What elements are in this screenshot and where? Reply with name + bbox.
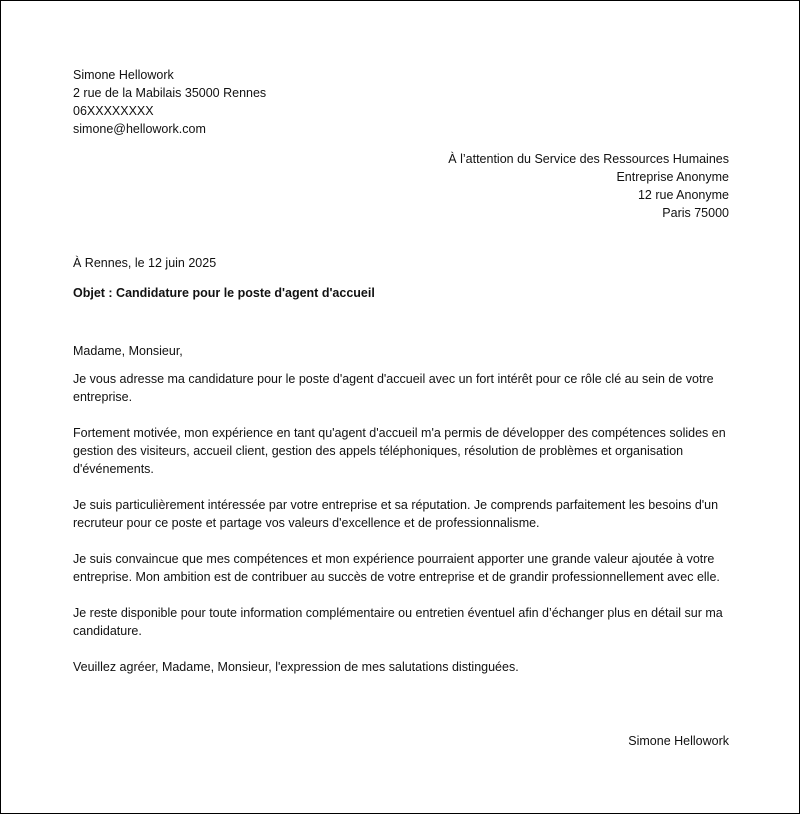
letter-body bbox=[73, 342, 729, 694]
recipient-street: 12 rue Anonyme bbox=[637, 188, 729, 202]
subject-line: Objet : Candidature pour le poste d'agent d'accueil bbox=[73, 286, 375, 300]
body-paragraph-interest: Je suis particulièrement intéressée par votre entreprise et sa réputation. Je comprends parfaitement les besoins d'un recruteur pour ce poste et partage vos valeurs d'excellence et de professionnalisme. bbox=[73, 498, 719, 530]
recipient-attention: À l’attention du Service des Ressources Humaines bbox=[448, 152, 729, 166]
recipient-block bbox=[73, 150, 729, 222]
recipient-city: Paris 75000 bbox=[662, 206, 729, 220]
closing-formula: Veuillez agréer, Madame, Monsieur, l'expression de mes salutations distinguées. bbox=[73, 660, 519, 674]
greeting: Madame, Monsieur, bbox=[73, 344, 183, 358]
sender-name: Simone Hellowork bbox=[73, 68, 174, 82]
sender-address: 2 rue de la Mabilais 35000 Rennes bbox=[73, 86, 267, 100]
body-paragraph-experience: Fortement motivée, mon expérience en tant qu'agent d'accueil m'a permis de développer des compétences solides en gestion des visiteurs, accueil client, gestion des appels téléphoniques, résolution de problèmes et organisation d'événements. bbox=[73, 426, 726, 476]
body-paragraph-intro: Je vous adresse ma candidature pour le poste d'agent d'accueil avec un fort intérêt pour ce rôle clé au sein de votre entreprise. bbox=[73, 372, 714, 404]
signature: Simone Hellowork bbox=[628, 734, 729, 748]
sender-email: simone@hellowork.com bbox=[73, 122, 206, 136]
body-paragraph-conviction: Je suis convaincue que mes compétences et mon expérience pourraient apporter une grande valeur ajoutée à votre entreprise. Mon ambition est de contribuer au succès de votre entreprise et de grandir professionnellement avec elle. bbox=[73, 552, 720, 584]
sender-block bbox=[73, 66, 729, 138]
sender-phone: 06XXXXXXXX bbox=[73, 104, 154, 118]
date-line: À Rennes, le 12 juin 2025 bbox=[73, 256, 217, 270]
body-paragraph-availability: Je reste disponible pour toute information complémentaire ou entretien éventuel afin d’échanger plus en détail sur ma candidature. bbox=[73, 606, 723, 638]
recipient-company: Entreprise Anonyme bbox=[616, 170, 729, 184]
